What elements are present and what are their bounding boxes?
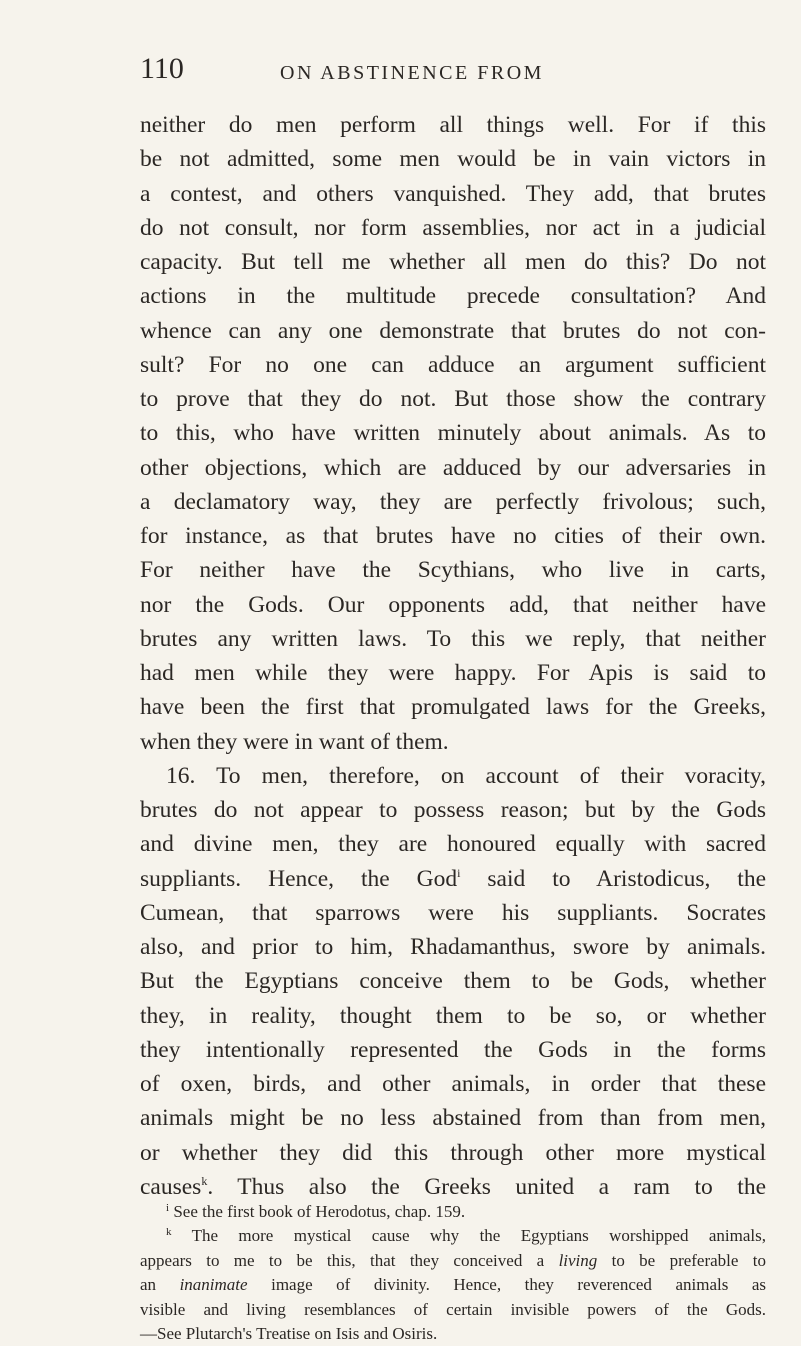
text-line: do not consult, nor form assemblies, nor act in a judicial	[140, 214, 766, 241]
text-line: whence can any one demonstrate that brutes do not con-	[140, 317, 766, 344]
text-line-with-footnote: causes$^k$. Thus also the Greeks united a ram to the	[140, 1173, 767, 1200]
text-segment: said to Aristodicus, the	[487, 865, 766, 892]
footnote-text: image of divinity. Hence, they reverenced animals as	[271, 1275, 767, 1295]
text-line: Cumean, that sparrows were his suppliants. Socrates	[140, 899, 766, 926]
text-line: they intentionally represented the Gods in the forms	[140, 1036, 766, 1063]
text-line: sult? For no one can adduce an argument sufficient	[140, 351, 766, 378]
text-line: for instance, as that brutes have no cities of their own.	[140, 523, 766, 549]
footnotes	[140, 1200, 766, 1346]
text-line: a contest, and others vanquished. They add, that brutes	[140, 180, 766, 207]
text-line: a declamatory way, they are perfectly frivolous; such,	[140, 488, 766, 515]
text-line: had men while they were happy. For Apis is said to	[140, 660, 766, 686]
footnote-mark: k	[166, 1226, 172, 1239]
text-line: neither do men perform all things well. For if this	[140, 112, 766, 138]
text-line: have been the first that promulgated laws for the Greeks,	[140, 694, 766, 721]
footnote-ref-i[interactable]: i	[457, 865, 461, 880]
text-line: other objections, which are adduced by our adversaries in	[140, 454, 766, 481]
text-segment: causes	[140, 1173, 202, 1200]
footnote-emphasis: living	[558, 1250, 598, 1270]
footnote-text: appears to me to be this, that they conceived a	[140, 1250, 545, 1270]
footnote-text: an	[140, 1275, 157, 1295]
footnote-k-line	[140, 1249, 766, 1273]
footnote-text: The more mystical cause why the Egyptians worshipped animals,	[191, 1226, 766, 1246]
footnote-k-line	[140, 1224, 766, 1248]
text-line: brutes do not appear to possess reason; but by the Gods	[140, 797, 766, 823]
text-line: But the Egyptians conceive them to be Gods, whether	[140, 968, 766, 995]
text-line: to this, who have written minutely about animals. As to	[140, 420, 766, 447]
text-line: nor the Gods. Our opponents add, that neither have	[140, 591, 766, 618]
text-line: For neither have the Scythians, who live in carts,	[140, 557, 766, 584]
footnote-k-line	[140, 1273, 766, 1297]
page-number: 110	[140, 52, 184, 85]
text-line: to prove that they do not. But those show the contrary	[140, 386, 766, 412]
text-line-with-footnote	[140, 862, 766, 896]
text-line: and divine men, they are honoured equally with sacred	[140, 831, 766, 858]
text-line: they, in reality, thought them to be so, or whether	[140, 1002, 766, 1029]
page-header	[140, 52, 760, 92]
running-head: ON ABSTINENCE FROM	[280, 62, 544, 84]
footnote-mark: i	[166, 1202, 170, 1214]
footnote-emphasis: inanimate	[179, 1275, 248, 1295]
text-segment: suppliants. Hence, the God	[140, 865, 458, 892]
footnote-ref-k[interactable]: k	[201, 1173, 208, 1188]
text-line: or whether they did this through other more mystical	[140, 1139, 766, 1166]
text-line: capacity. But tell me whether all men do this? Do not	[140, 249, 766, 275]
footnote-k-line: visible and living resemblances of certain invisible powers of the Gods.	[140, 1299, 766, 1319]
text-segment: Thus also the Greeks united a ram to the	[237, 1173, 767, 1200]
section-start-line: 16. To men, therefore, on account of their voracity,	[166, 762, 766, 789]
text-line: brutes any written laws. To this we reply, that neither	[140, 625, 766, 652]
text-line: be not admitted, some men would be in vain victors in	[140, 146, 766, 173]
text-line: animals might be no less abstained from than from men,	[140, 1105, 766, 1132]
text-line: when they were in want of them.	[140, 728, 449, 755]
body-text	[140, 108, 766, 1204]
text-line: actions in the multitude precede consultation? And	[140, 283, 766, 310]
text-line: of oxen, birds, and other animals, in order that these	[140, 1071, 766, 1097]
text-line: also, and prior to him, Rhadamanthus, swore by animals.	[140, 934, 766, 960]
footnote-text: See the first book of Herodotus, chap. 159.	[173, 1202, 466, 1221]
footnote-text: to be preferable to	[611, 1250, 767, 1270]
footnote-i	[140, 1200, 766, 1224]
footnote-k-line: —See Plutarch's Treatise on Isis and Osiris.	[140, 1323, 438, 1343]
